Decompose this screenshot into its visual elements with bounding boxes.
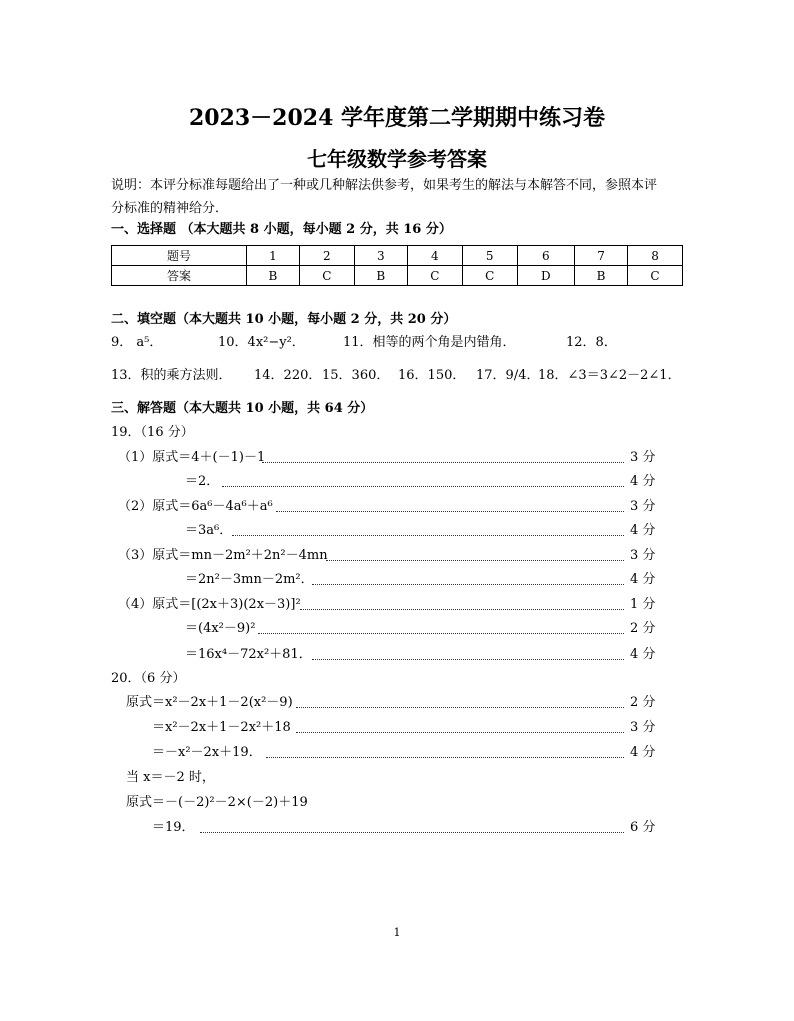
q20-step: ＝x²－2x＋1－2x²＋18 bbox=[152, 720, 291, 735]
leader-dots bbox=[258, 633, 624, 634]
table-cell: C bbox=[299, 266, 354, 286]
question-20-heading: 20．（6 分） bbox=[111, 671, 186, 686]
table-cell-header: 答案 bbox=[112, 266, 247, 286]
q19-step: （2）原式＝6a⁶－4a⁶＋a⁶ bbox=[118, 499, 273, 514]
q19-score: 4 分 bbox=[630, 523, 656, 538]
q20-condition: 当 x＝－2 时， bbox=[126, 770, 215, 785]
leader-dots bbox=[276, 511, 624, 512]
table-cell: B bbox=[354, 266, 407, 286]
q19-score: 2 分 bbox=[630, 621, 656, 636]
table-cell: 2 bbox=[299, 246, 354, 266]
table-cell: 4 bbox=[407, 246, 462, 266]
q20-score: 6 分 bbox=[630, 820, 656, 835]
q19-score: 3 分 bbox=[630, 450, 656, 465]
table-cell: C bbox=[628, 266, 683, 286]
q20-score: 4 分 bbox=[630, 745, 656, 760]
fill-answer-16: 16．150． bbox=[398, 368, 466, 383]
page-subtitle: 七年级数学参考答案 bbox=[307, 147, 487, 171]
table-cell: 3 bbox=[354, 246, 407, 266]
q19-step: ＝2． bbox=[185, 474, 220, 489]
fill-answer-9: 9． a⁵． bbox=[111, 335, 163, 350]
q19-step: （3）原式＝mn－2m²＋2n²－4mn bbox=[118, 548, 328, 563]
table-cell: B bbox=[575, 266, 628, 286]
q20-substitution: 原式＝－(－2)²－2×(－2)＋19 bbox=[126, 795, 308, 810]
table-cell: 5 bbox=[462, 246, 517, 266]
fill-answer-12: 12．8． bbox=[566, 335, 617, 350]
section-1-heading: 一、选择题 （本大题共 8 小题，每小题 2 分，共 16 分） bbox=[111, 222, 452, 237]
q19-step: （4）原式＝[(2x＋3)(2x－3)]² bbox=[118, 597, 301, 612]
fill-answer-18: 18．∠3＝3∠2－2∠1． bbox=[538, 368, 681, 383]
fill-answer-13: 13．积的乘方法则． bbox=[111, 368, 232, 383]
q19-step: ＝3a⁶． bbox=[185, 523, 233, 538]
table-cell: C bbox=[462, 266, 517, 286]
q20-step: ＝19． bbox=[152, 820, 195, 835]
q19-step: ＝16x⁴－72x²＋81． bbox=[185, 647, 312, 662]
fill-answer-15: 15．360． bbox=[322, 368, 390, 383]
page-title: 2023－2024 学年度第二学期期中练习卷 bbox=[188, 105, 606, 131]
multiple-choice-answer-table bbox=[111, 245, 683, 286]
leader-dots bbox=[222, 486, 624, 487]
leader-dots bbox=[200, 832, 624, 833]
leader-dots bbox=[232, 535, 624, 536]
section-2-heading: 二、填空题（本大题共 10 小题，每小题 2 分，共 20 分） bbox=[111, 312, 457, 327]
q20-score: 2 分 bbox=[630, 695, 656, 710]
note-line-1: 说明：本评分标准每题给出了一种或几种解法供参考，如果考生的解法与本解答不同，参照本评 bbox=[111, 178, 658, 193]
leader-dots bbox=[312, 584, 624, 585]
q19-score: 4 分 bbox=[630, 647, 656, 662]
q19-score: 3 分 bbox=[630, 499, 656, 514]
page-number: 1 bbox=[393, 926, 401, 939]
table-cell: 8 bbox=[628, 246, 683, 266]
leader-dots bbox=[300, 609, 624, 610]
fill-answer-14: 14．220． bbox=[254, 368, 322, 383]
table-cell: 6 bbox=[517, 246, 574, 266]
q20-step: ＝－x²－2x＋19． bbox=[152, 745, 262, 760]
leader-dots bbox=[326, 560, 624, 561]
leader-dots bbox=[296, 707, 624, 708]
table-cell: 1 bbox=[246, 246, 299, 266]
section-3-heading: 三、解答题（本大题共 10 小题，共 64 分） bbox=[111, 401, 374, 416]
leader-dots bbox=[312, 659, 624, 660]
leader-dots bbox=[266, 757, 624, 758]
leader-dots bbox=[296, 732, 624, 733]
question-19-heading: 19．（16 分） bbox=[111, 425, 194, 440]
fill-answer-17: 17．9/4． bbox=[476, 368, 540, 383]
fill-answer-11: 11．相等的两个角是内错角． bbox=[343, 335, 516, 350]
q19-step: ＝2n²－3mn－2m²． bbox=[185, 572, 314, 587]
q19-score: 1 分 bbox=[630, 597, 656, 612]
note-line-2: 分标准的精神给分． bbox=[111, 201, 229, 216]
q20-step: 原式＝x²－2x＋1－2(x²－9) bbox=[126, 695, 293, 710]
q20-score: 3 分 bbox=[630, 720, 656, 735]
table-cell: C bbox=[407, 266, 462, 286]
q19-step: （1）原式＝4＋(－1)－1 bbox=[118, 450, 266, 465]
q19-score: 4 分 bbox=[630, 572, 656, 587]
table-cell: D bbox=[517, 266, 574, 286]
table-cell: 7 bbox=[575, 246, 628, 266]
q19-score: 4 分 bbox=[630, 474, 656, 489]
leader-dots bbox=[262, 462, 624, 463]
table-row bbox=[112, 246, 683, 266]
fill-answer-10: 10．4x²−y²． bbox=[218, 335, 305, 350]
q19-score: 3 分 bbox=[630, 548, 656, 563]
table-cell: B bbox=[246, 266, 299, 286]
table-cell-header: 题号 bbox=[112, 246, 247, 266]
table-row bbox=[112, 266, 683, 286]
q19-step: ＝(4x²－9)² bbox=[185, 621, 256, 636]
